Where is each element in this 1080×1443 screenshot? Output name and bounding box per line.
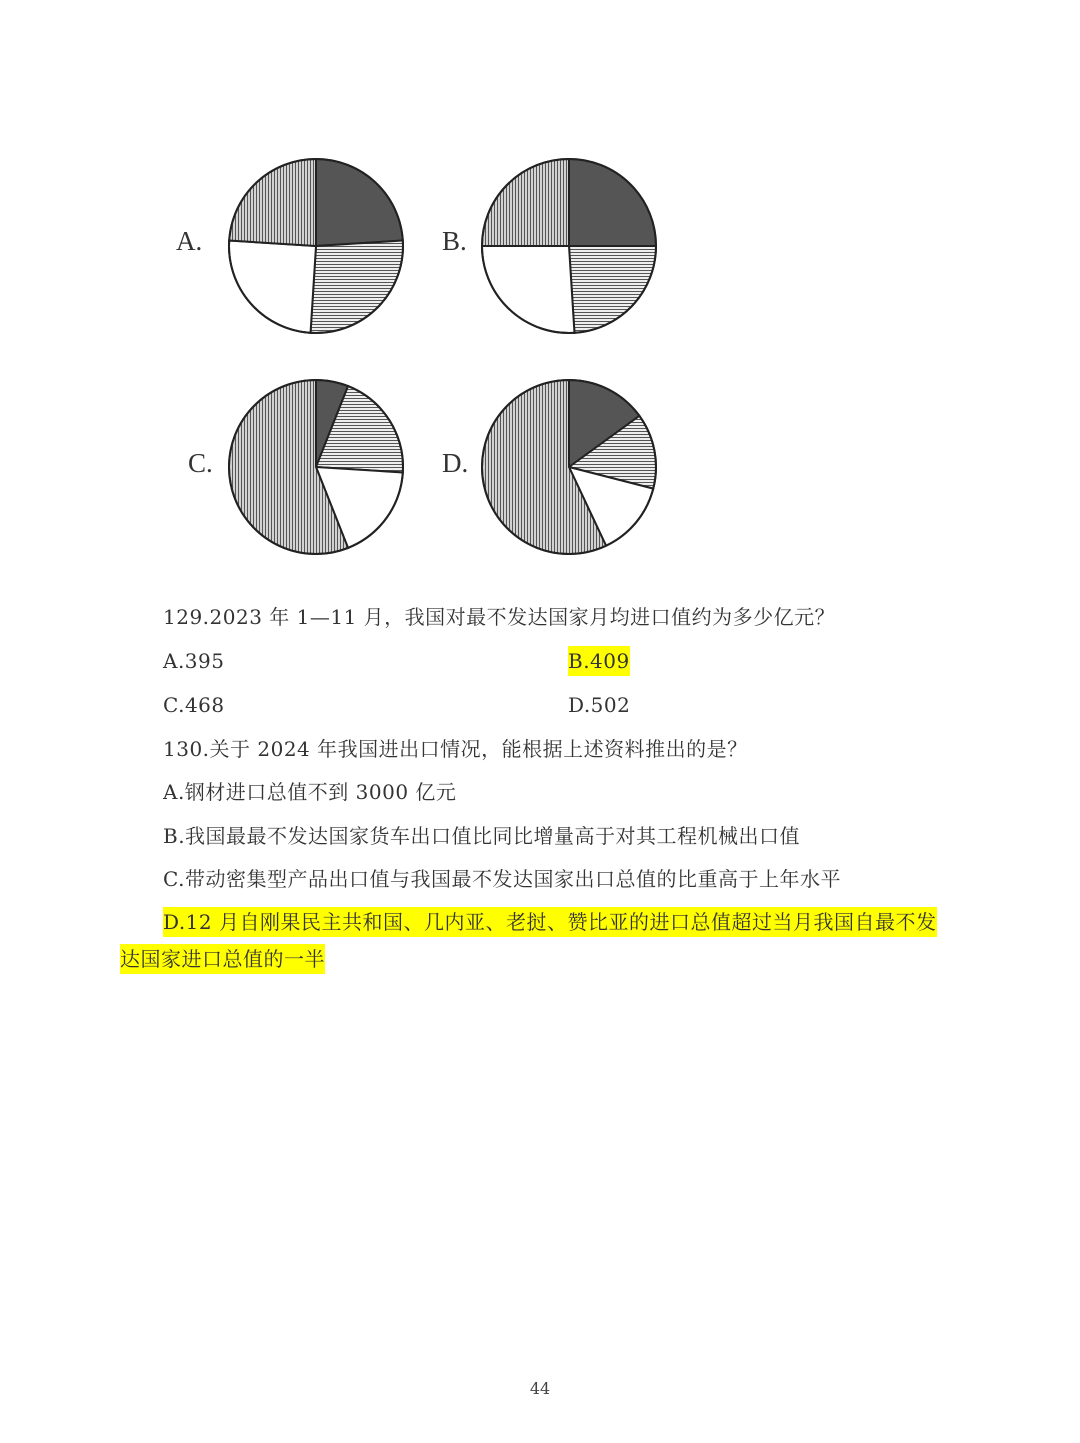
pie-slice-horizontal-stripes [569, 246, 656, 333]
q129-option-a: A.395 [163, 649, 225, 673]
page-number: 44 [529, 1379, 551, 1398]
highlighted-answer: B.409 [568, 646, 630, 676]
option-label-c: C. [188, 448, 213, 478]
q130-option-a: A.钢材进口总值不到 3000 亿元 [163, 780, 457, 804]
question-130-stem: 130.关于 2024 年我国进出口情况，能根据上述资料推出的是？ [163, 737, 748, 761]
q130-option-b: B.我国最最不发达国家货车出口值比同比增量高于对其工程机械出口值 [163, 824, 801, 848]
pie-slice-white [482, 246, 574, 333]
pie-chart-b [478, 155, 660, 337]
option-label-d: D. [442, 448, 469, 478]
q130-option-d-line2 [120, 945, 325, 973]
pie-slice-vertical-stripes [229, 159, 316, 246]
q129-option-c: C.468 [163, 693, 225, 717]
pie-slice-horizontal-stripes [311, 241, 403, 333]
q129-option-d: D.502 [568, 693, 631, 717]
q130-option-d-line1 [163, 908, 937, 936]
pie-slice-dark [316, 159, 403, 246]
pie-chart-c [225, 376, 407, 558]
option-label-b: B. [442, 226, 467, 256]
question-129-stem: 129.2023 年 1—11 月，我国对最不发达国家月均进口值约为多少亿元？ [163, 605, 836, 629]
pie-chart-d [478, 376, 660, 558]
q129-option-b [568, 647, 630, 675]
q130-option-c: C.带动密集型产品出口值与我国最不发达国家出口总值的比重高于上年水平 [163, 867, 841, 891]
pie-slice-dark [569, 159, 656, 246]
pie-slice-white [229, 241, 316, 333]
pie-chart-a [225, 155, 407, 337]
highlighted-answer: 达国家进口总值的一半 [120, 944, 325, 974]
highlighted-answer: D.12 月自刚果民主共和国、几内亚、老挝、赞比亚的进口总值超过当月我国自最不发 [163, 907, 937, 937]
option-label-a: A. [176, 226, 203, 256]
pie-slice-vertical-stripes [482, 159, 569, 246]
